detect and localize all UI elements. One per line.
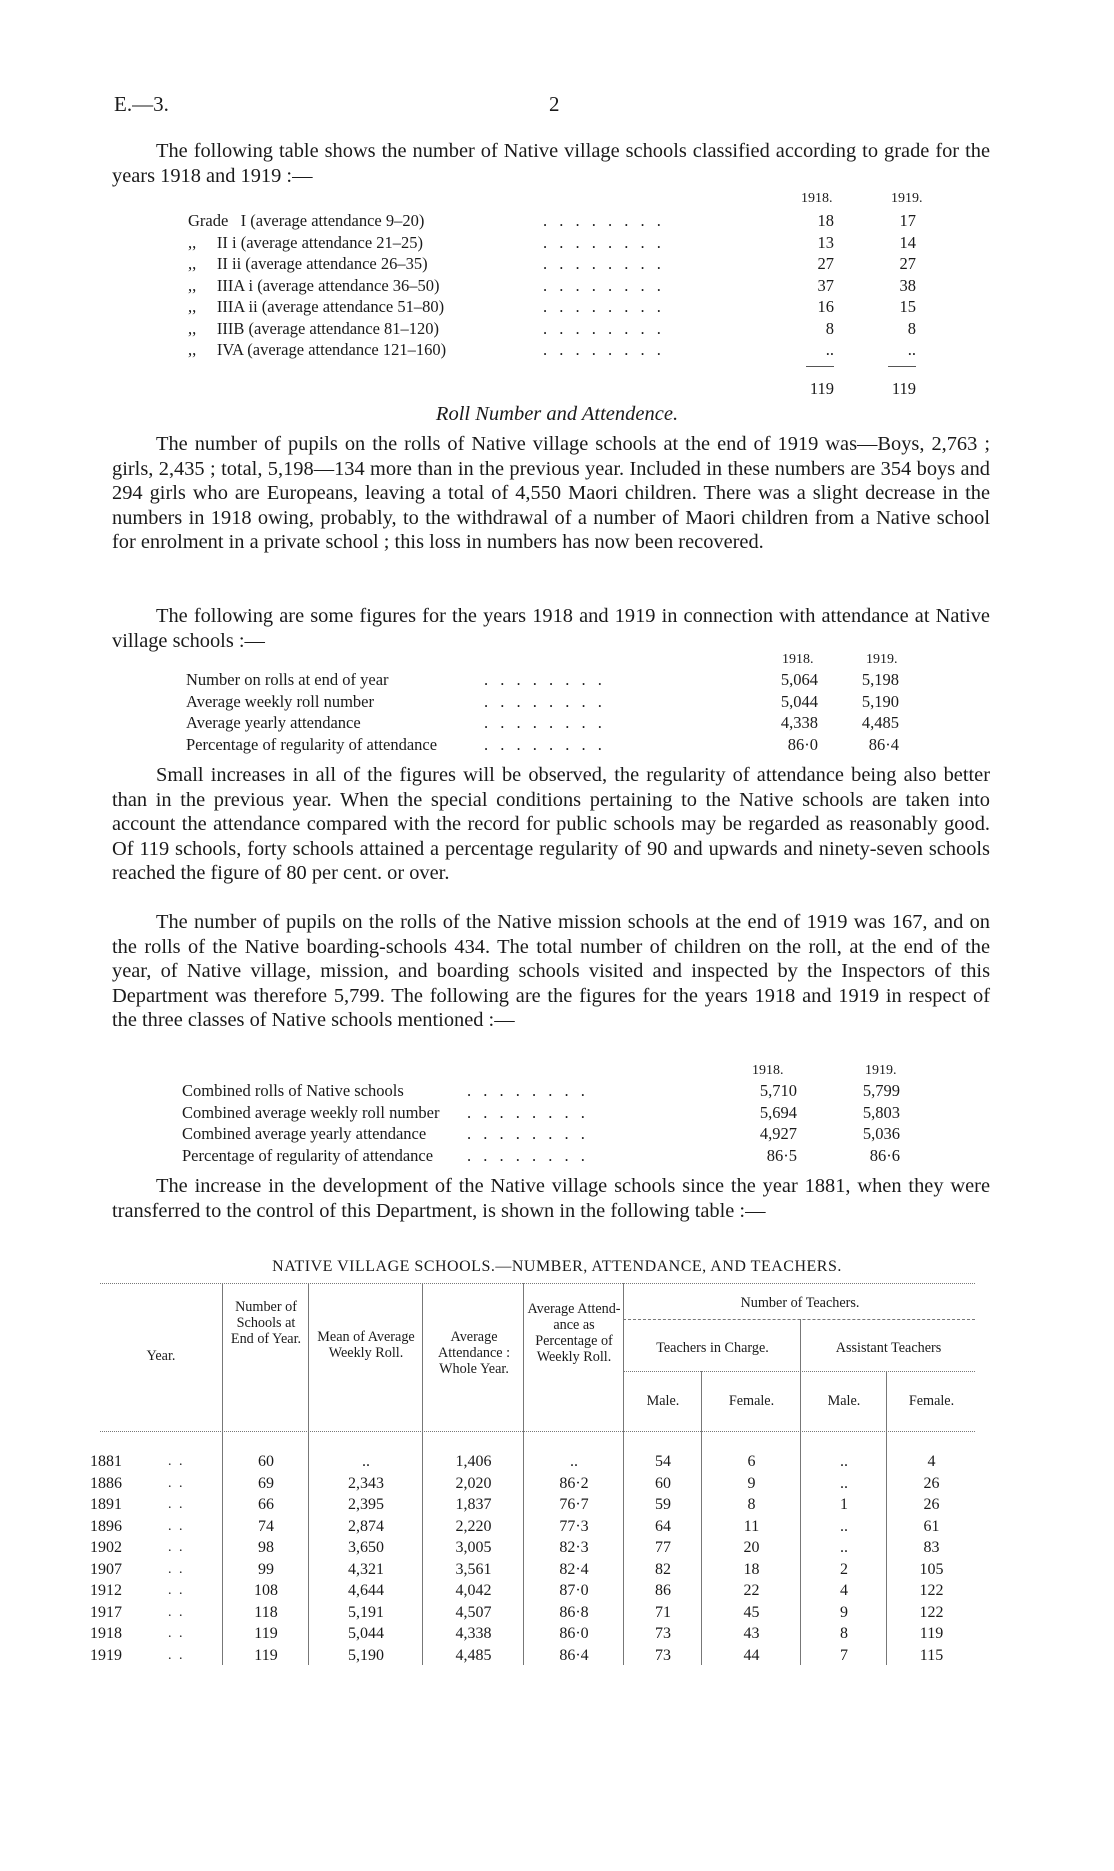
value-1918: 86·0 — [787, 734, 818, 754]
leader-dots: . . — [168, 1454, 185, 1469]
leader-dots: . . . . . . . . — [467, 1124, 589, 1143]
value-1919: 27 — [899, 254, 916, 273]
header-teachers-in-charge: Teachers in Charge. — [656, 1340, 769, 1356]
table-cell-pct: 86·8 — [559, 1603, 589, 1621]
row-label: Combined average weekly roll number — [182, 1102, 440, 1122]
table-row — [188, 276, 918, 298]
table-cell-cf: 18 — [743, 1560, 760, 1578]
leader-dots: . . . . . . . . — [543, 254, 665, 273]
table-cell-cm: 64 — [655, 1517, 671, 1535]
table-cell-cm: 86 — [655, 1582, 671, 1599]
leader-dots: . . . . . . . . — [467, 1145, 589, 1165]
year-cell: 1918 — [90, 1625, 122, 1642]
table-cell-cf: 11 — [743, 1517, 760, 1535]
table-row — [188, 211, 918, 233]
leader-dots: . . — [168, 1626, 185, 1641]
leader-dots: . . — [168, 1583, 185, 1598]
row-label: Grade I (average attendance 9–20) — [188, 211, 425, 230]
table-cell-af: 61 — [923, 1517, 940, 1535]
table-cell-af: 122 — [919, 1603, 944, 1621]
total-rule — [806, 366, 834, 367]
total-1918: 119 — [809, 379, 834, 398]
header-number-of-teachers: Number of Teachers. — [740, 1295, 860, 1311]
leader-dots: . . — [168, 1647, 185, 1663]
table-cell-am: 7 — [840, 1646, 848, 1664]
table-cell-att: 4,042 — [455, 1582, 492, 1599]
table-cell-att: 3,561 — [455, 1560, 492, 1578]
leader-dots: . . — [168, 1475, 185, 1491]
document-reference: E.—3. — [114, 92, 169, 116]
value-1918: 5,694 — [759, 1102, 797, 1122]
header-male: Male. — [646, 1393, 680, 1409]
table-cell-mean: 2,343 — [348, 1474, 384, 1492]
table-cell-mean: 5,190 — [348, 1646, 384, 1664]
table-cell-af: 83 — [923, 1539, 940, 1556]
table-cell-att: 2,220 — [455, 1517, 492, 1535]
table-cell-att: 4,507 — [455, 1603, 492, 1621]
leader-dots: . . — [168, 1497, 185, 1512]
table-cell-pct: 86·0 — [559, 1625, 589, 1642]
table-row — [188, 233, 918, 255]
table-cell-cm: 54 — [655, 1453, 671, 1470]
total-rule — [888, 366, 916, 367]
regularity-paragraph: Small increases in all of the figures will be observed, the regularity of attendance being also better than in the previous year. When the special conditions pertaining to the Native schools are taken into account the attendance compared with the record for public schools may be regarded as reasonably good. Of 119 schools, forty schools attained a percentage regularity of 90 and upwards and ninety-seven schools reached the figure of 80 per cent. or over. — [112, 764, 990, 885]
table-row — [188, 340, 918, 362]
leader-dots: . . . . . . . . — [543, 318, 665, 338]
table-cell-cm: 60 — [655, 1474, 671, 1492]
table-cell-pct: 82·3 — [559, 1539, 589, 1556]
development-paragraph: The increase in the development of the Native village schools since the year 1881, when they were transferred to the control of this Department, is shown in the following table :— — [112, 1175, 990, 1222]
table-row — [188, 319, 918, 341]
table-cell-am: .. — [840, 1474, 848, 1492]
row-label: Combined average yearly attendance — [182, 1124, 427, 1143]
table-cell-am: 4 — [840, 1582, 848, 1599]
table-cell-schools: 119 — [254, 1646, 278, 1664]
page-number: 2 — [549, 92, 560, 116]
table-cell-att: 4,485 — [455, 1646, 492, 1664]
row-label: ,, II ii (average attendance 26–35) — [188, 254, 428, 273]
table-cell-cm: 82 — [655, 1560, 671, 1578]
header-mean-roll: Mean of Average Weekly Roll. — [317, 1329, 415, 1361]
table-cell-cf: 43 — [743, 1625, 760, 1642]
table-row — [182, 1103, 922, 1125]
col-header-1919: 1919. — [891, 191, 923, 206]
row-label: ,, IVA (average attendance 121–160) — [188, 340, 447, 359]
header-male: Male. — [827, 1393, 861, 1409]
table-cell-pct: 77·3 — [559, 1517, 589, 1535]
total-1919: 119 — [891, 379, 916, 398]
value-1918: 4,927 — [759, 1124, 797, 1143]
table-cell-cf: 45 — [743, 1603, 760, 1621]
section-heading: Roll Number and Attendence. — [435, 403, 679, 425]
value-1918: 8 — [825, 318, 834, 338]
leader-dots: . . . . . . . . — [467, 1102, 589, 1122]
leader-dots: . . . . . . . . — [543, 340, 665, 359]
leader-dots: . . . . . . . . — [543, 211, 665, 230]
table-cell-af: 119 — [919, 1625, 944, 1642]
table-row — [182, 1146, 922, 1168]
table-cell-am: 9 — [840, 1603, 848, 1621]
year-cell: 1881 — [90, 1453, 122, 1470]
row-label: ,, IIIA ii (average attendance 51–80) — [188, 297, 445, 316]
value-1919: .. — [907, 340, 916, 359]
value-1919: 38 — [899, 275, 916, 295]
table-row — [182, 1081, 922, 1103]
intro-paragraph: The following table shows the number of Native village schools classified according to grade for the years 1918 and 1919 :— — [112, 140, 990, 187]
table-cell-mean: 4,321 — [348, 1560, 384, 1578]
value-1918: 5,710 — [759, 1081, 797, 1100]
row-label: Average weekly roll number — [186, 691, 374, 711]
value-1919: 86·4 — [868, 734, 899, 754]
table-row — [188, 297, 918, 319]
value-1918: 86·5 — [766, 1145, 797, 1165]
value-1919: 5,036 — [862, 1124, 900, 1143]
table-cell-am: .. — [840, 1539, 848, 1556]
table-cell-schools: 60 — [258, 1453, 274, 1470]
table-cell-schools: 98 — [258, 1539, 274, 1556]
roll-paragraph: The number of pupils on the rolls of Native village schools at the end of 1919 was—Boys, 2,763 ; girls, 2,435 ; total, 5,198—134 more than in the previous year. Included in these numbers are 354 boys and 294 girls who are Europeans, leaving a total of 4,550 Maori children. There was a slight decrease in the numbers in 1918 owing, probably, to the withdrawal of a number of Maori children from a Native school for enrolment in a private school ; this loss in numbers has now been recovered. — [112, 433, 990, 554]
header-female: Female. — [908, 1393, 955, 1409]
year-cell: 1917 — [90, 1603, 122, 1621]
value-1919: 17 — [899, 211, 916, 230]
year-cell: 1919 — [90, 1646, 122, 1664]
row-label: Number on rolls at end of year — [186, 670, 389, 689]
table-row — [182, 1124, 922, 1146]
header-year: Year. — [146, 1348, 176, 1364]
table-cell-cf: 20 — [743, 1539, 760, 1556]
row-label: Percentage of regularity of attendance — [186, 734, 438, 754]
leader-dots: . . — [168, 1518, 185, 1534]
table-cell-pct: .. — [570, 1453, 578, 1470]
value-1919: 5,799 — [862, 1081, 900, 1100]
leader-dots: . . . . . . . . — [543, 275, 665, 295]
table-cell-am: 1 — [840, 1496, 848, 1513]
table-cell-mean: 2,874 — [348, 1517, 384, 1535]
table-cell-mean: .. — [362, 1453, 370, 1470]
table-cell-am: 8 — [840, 1625, 848, 1642]
table-row — [186, 692, 916, 714]
table-cell-af: 26 — [923, 1474, 940, 1492]
leader-dots: . . . . . . . . — [543, 232, 665, 252]
leader-dots: . . — [168, 1604, 185, 1620]
table-cell-mean: 5,191 — [348, 1603, 384, 1621]
value-1918: .. — [825, 340, 834, 359]
value-1918: 37 — [817, 275, 834, 295]
table-cell-am: 2 — [840, 1560, 848, 1578]
table-cell-cm: 77 — [655, 1539, 671, 1556]
row-label: Average yearly attendance — [186, 713, 361, 732]
leader-dots: . . . . . . . . — [484, 734, 606, 754]
table-cell-pct: 82·4 — [559, 1560, 589, 1578]
table-cell-mean: 5,044 — [348, 1625, 384, 1642]
header-female: Female. — [728, 1393, 775, 1409]
year-cell: 1902 — [90, 1539, 122, 1556]
value-1919: 86·6 — [869, 1145, 900, 1165]
row-label: ,, IIIB (average attendance 81–120) — [188, 318, 440, 338]
header-avg-attendance: Average Attendance : Whole Year. — [437, 1329, 511, 1377]
table-cell-af: 105 — [919, 1560, 944, 1578]
table-cell-att: 1,837 — [455, 1496, 492, 1513]
leader-dots: . . — [168, 1561, 185, 1577]
leader-dots: . . . . . . . . — [543, 297, 665, 316]
table-cell-mean: 4,644 — [348, 1582, 384, 1599]
value-1919: 14 — [899, 232, 916, 252]
header-assistant-teachers: Assistant Teachers — [835, 1340, 942, 1356]
year-cell: 1896 — [90, 1517, 122, 1535]
row-label: ,, II i (average attendance 21–25) — [188, 232, 424, 252]
value-1918: 18 — [817, 211, 834, 230]
value-1918: 27 — [817, 254, 834, 273]
table-row — [188, 254, 918, 276]
table-title: NATIVE VILLAGE SCHOOLS.—NUMBER, ATTENDANCE, AND TEACHERS. — [272, 1258, 842, 1275]
table-cell-mean: 2,395 — [348, 1496, 384, 1513]
row-label: ,, IIIA i (average attendance 36–50) — [188, 275, 440, 295]
table-row — [186, 713, 916, 735]
row-label: Percentage of regularity of attendance — [182, 1145, 434, 1165]
table-cell-schools: 69 — [258, 1474, 274, 1492]
table-cell-am: .. — [840, 1453, 848, 1470]
col-header-1918: 1918. — [801, 191, 833, 206]
value-1918: 13 — [817, 232, 834, 252]
leader-dots: . . . . . . . . — [484, 691, 606, 711]
attendance-intro-paragraph: The following are some figures for the years 1918 and 1919 in connection with attendance at Native village schools :— — [112, 605, 990, 652]
leader-dots: . . . . . . . . — [467, 1081, 589, 1100]
value-1918: 5,064 — [780, 670, 818, 689]
table-row — [186, 735, 916, 757]
table-cell-af: 4 — [927, 1453, 936, 1470]
table-cell-pct: 87·0 — [559, 1582, 589, 1599]
value-1919: 5,198 — [861, 670, 899, 689]
table-cell-pct: 86·2 — [559, 1474, 589, 1492]
table-cell-am: .. — [840, 1517, 848, 1535]
col-header-1919: 1919. — [866, 652, 898, 667]
col-header-1918: 1918. — [782, 652, 814, 667]
leader-dots: . . . . . . . . — [484, 713, 606, 732]
table-cell-cf: 9 — [747, 1474, 756, 1492]
table-cell-schools: 118 — [254, 1603, 278, 1621]
table-cell-att: 2,020 — [455, 1474, 492, 1492]
year-cell: 1891 — [90, 1496, 122, 1513]
table-cell-af: 115 — [919, 1646, 944, 1664]
table-cell-af: 122 — [919, 1582, 944, 1599]
table-cell-schools: 99 — [258, 1560, 274, 1578]
table-cell-cm: 71 — [655, 1603, 671, 1621]
table-cell-af: 26 — [923, 1496, 940, 1513]
table-cell-att: 4,338 — [455, 1625, 492, 1642]
year-cell: 1912 — [90, 1582, 122, 1599]
leader-dots: . . . . . . . . — [484, 670, 606, 689]
table-cell-cf: 44 — [743, 1646, 760, 1664]
table-cell-cm: 73 — [655, 1646, 671, 1664]
col-header-1918: 1918. — [752, 1063, 784, 1078]
value-1919: 5,803 — [862, 1102, 900, 1122]
value-1918: 16 — [817, 297, 834, 316]
table-cell-mean: 3,650 — [348, 1539, 384, 1556]
table-cell-cf: 8 — [747, 1496, 756, 1513]
table-cell-pct: 76·7 — [559, 1496, 589, 1513]
mission-paragraph: The number of pupils on the rolls of the Native mission schools at the end of 1919 was 167, and on the rolls of the Native boarding-schools 434. The total number of children on the roll, at the end of the year, of Native village, mission, and boarding schools visited and inspected by the Inspectors of this Department was therefore 5,799. The following are the figures for the years 1918 and 1919 in respect of the three classes of Native schools mentioned :— — [112, 911, 990, 1032]
table-cell-schools: 108 — [254, 1582, 278, 1599]
table-cell-cm: 59 — [655, 1496, 671, 1513]
value-1919: 5,190 — [861, 691, 899, 711]
header-schools: Number of Schools at End of Year. — [230, 1299, 302, 1347]
table-cell-att: 3,005 — [455, 1539, 492, 1556]
header-percentage: Average Attend-ance as Percentage of Weekly Roll. — [527, 1301, 621, 1365]
table-cell-schools: 74 — [258, 1517, 274, 1535]
table-cell-att: 1,406 — [455, 1453, 492, 1470]
native-schools-table — [90, 1283, 975, 1665]
table-cell-schools: 66 — [258, 1496, 274, 1513]
table-cell-pct: 86·4 — [559, 1646, 589, 1664]
row-label: Combined rolls of Native schools — [182, 1081, 404, 1100]
leader-dots: . . — [168, 1540, 185, 1555]
year-cell: 1907 — [90, 1560, 122, 1578]
value-1919: 4,485 — [861, 713, 899, 732]
table-row — [186, 670, 916, 692]
year-cell: 1886 — [90, 1474, 122, 1492]
value-1918: 4,338 — [780, 713, 818, 732]
table-cell-cf: 6 — [747, 1453, 756, 1470]
table-cell-schools: 119 — [254, 1625, 278, 1642]
col-header-1919: 1919. — [865, 1063, 897, 1078]
value-1918: 5,044 — [780, 691, 818, 711]
table-cell-cm: 73 — [655, 1625, 671, 1642]
value-1919: 8 — [907, 318, 916, 338]
value-1919: 15 — [899, 297, 916, 316]
table-cell-cf: 22 — [743, 1582, 760, 1599]
